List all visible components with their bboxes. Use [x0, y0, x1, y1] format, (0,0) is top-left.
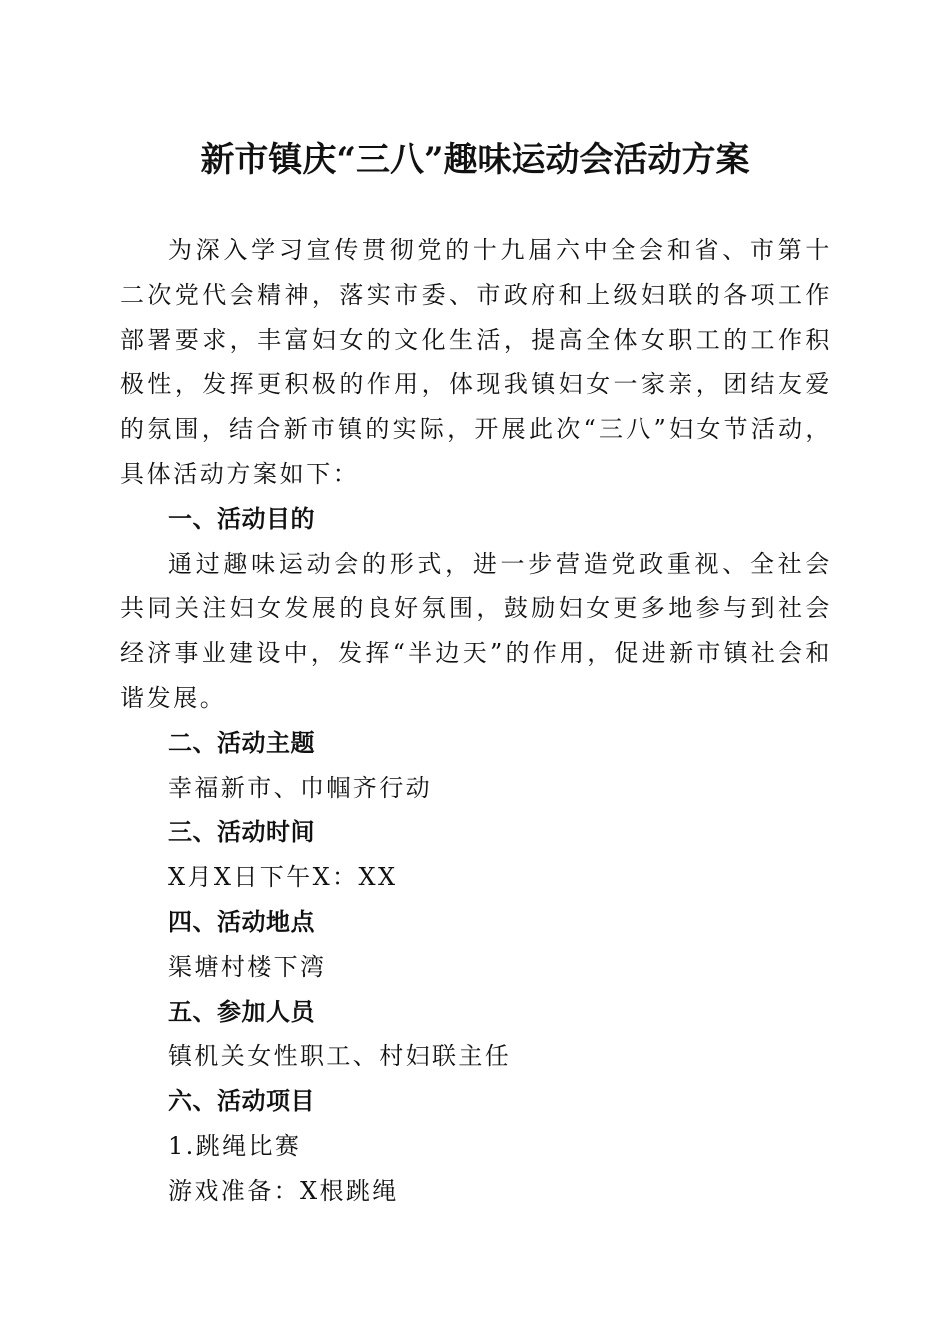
document-body — [120, 228, 832, 1214]
section-heading-participants: 五、参加人员 — [168, 997, 315, 1026]
intro-paragraph: 为深入学习宣传贯彻党的十九届六中全会和省、市第十二次党代会精神，落实市委、市政府和上级妇联的各项工作部署要求，丰富妇女的文化生活，提高全体女职工的工作积极性，发挥更积极的作用，体现我镇妇女一家亲，团结友爱的氛围，结合新市镇的实际，开展此次“三八”妇女节活动，具体活动方案如下： — [120, 236, 832, 488]
document-title: 新市镇庆“三八”趣味运动会活动方案 — [200, 140, 750, 180]
section-heading-location: 四、活动地点 — [168, 907, 315, 936]
section-heading-projects: 六、活动项目 — [168, 1087, 315, 1116]
section-text-location: 渠塘村楼下湾 — [168, 952, 327, 981]
section-text-purpose: 通过趣味运动会的形式，进一步营造党政重视、全社会共同关注妇女发展的良好氛围，鼓励妇女更多地参与到社会经济事业建设中，发挥“半边天”的作用，促进新市镇社会和谐发展。 — [120, 549, 832, 712]
project-item: 1.跳绳比赛 — [168, 1131, 302, 1160]
project-item: 游戏准备：X根跳绳 — [168, 1176, 399, 1205]
section-text-theme: 幸福新市、巾帼齐行动 — [168, 773, 432, 802]
section-heading-time: 三、活动时间 — [168, 818, 315, 847]
section-heading-purpose: 一、活动目的 — [168, 504, 315, 533]
section-heading-theme: 二、活动主题 — [168, 728, 315, 757]
section-text-time: X月X日下午X：XX — [168, 863, 398, 892]
section-text-participants: 镇机关女性职工、村妇联主任 — [168, 1042, 512, 1071]
